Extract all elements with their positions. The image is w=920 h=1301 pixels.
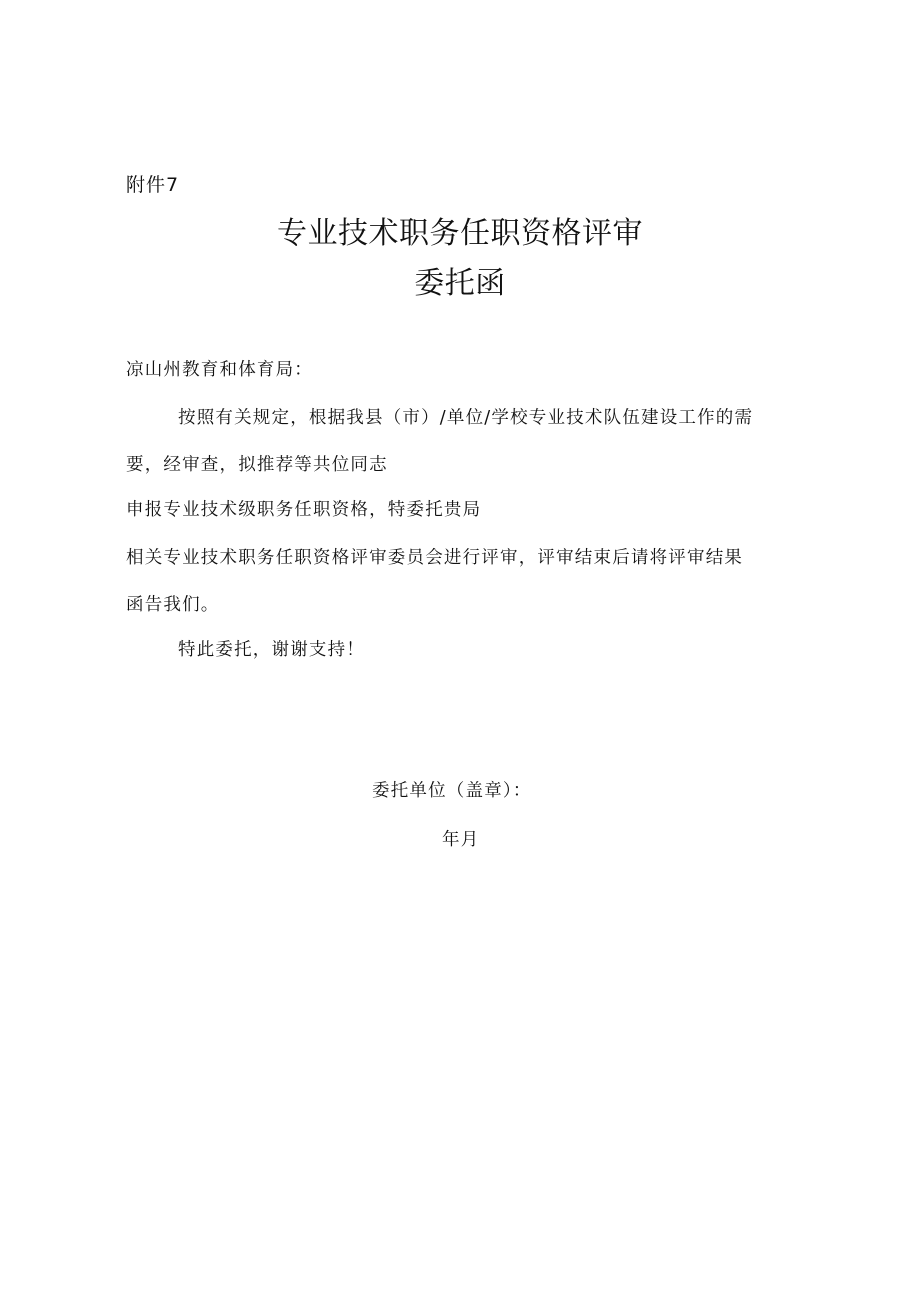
paragraph-3-line-1: 相关专业技术职务任职资格评审委员会进行评审，评审结束后请将评审结果 [126,548,744,568]
date-line: 年月 [442,830,480,850]
annex-label: 附件7 [126,174,180,196]
signature-line: 委托单位（盖章）： [372,781,532,801]
document-title-line-1: 专业技术职务任职资格评审 [277,216,643,251]
paragraph-1-line-1: 按照有关规定，根据我县（市）/单位/学校专业技术队伍建设工作的需 [178,408,754,428]
paragraph-2-line-1: 申报专业技术级职务任职资格，特委托贵局 [126,500,482,520]
closing-remark: 特此委托，谢谢支持！ [178,640,365,660]
paragraph-3-line-2: 函告我们。 [126,595,220,615]
paragraph-1-line-2: 要，经审查，拟推荐等共位同志 [126,455,388,475]
document-title-line-2: 委托函 [414,266,506,301]
addressee: 凉山州教育和体育局： [126,360,313,380]
